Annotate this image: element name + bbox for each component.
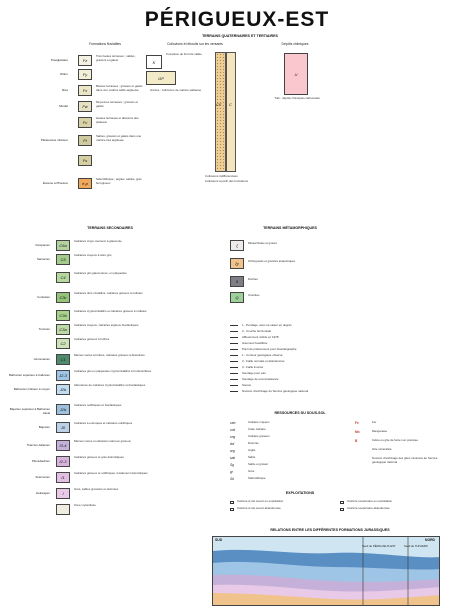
section-ressources: RESSOURCES DU SOUS-SOL	[274, 411, 326, 415]
legend-age: Bathonien inférieur à moyen	[13, 387, 50, 391]
resource-code: arg	[230, 449, 235, 453]
symbol-text: Sondage de reconnaissance	[242, 376, 279, 381]
legend-box	[78, 155, 92, 166]
legend-text: Calcaires gris en plaquettes cryptocristallins à Foraminifères	[74, 369, 152, 373]
legend-code: ξγ	[235, 261, 239, 266]
symbol-text: Sondage pour eau	[242, 370, 266, 375]
colluvion-band-c	[226, 52, 236, 172]
legend-age: Pléistocène inférieur	[40, 138, 68, 142]
legend-age: Bathonien supérieur à Callovien	[9, 373, 50, 377]
legend-text: Calcaires cryptocristallins et calcaires gréseux à rudistes	[74, 309, 147, 313]
colluvion-band-cf	[215, 52, 226, 172]
legend-box	[56, 354, 70, 365]
legend-code: J2b	[59, 387, 67, 392]
legend-code: Fs	[82, 158, 88, 163]
legend-code: Fx	[82, 88, 88, 93]
legend-age: Würm	[60, 72, 68, 76]
legend-box	[56, 456, 70, 467]
resource-text: Gîte minéralisé	[372, 447, 392, 451]
legend-code: C3c	[59, 295, 67, 300]
legend-age: Sinémurien	[35, 475, 50, 479]
legend-code: ξ	[236, 243, 238, 248]
legend-box-u	[284, 53, 308, 95]
section-exploitations: EXPLOITATIONS	[285, 491, 315, 495]
resource-code: Mn	[355, 430, 360, 434]
resource-code: dol	[230, 442, 235, 446]
resource-text: Fer	[372, 420, 377, 424]
legend-box	[230, 240, 244, 251]
resource-code: cral	[230, 428, 236, 432]
resource-text: Dolomie	[248, 441, 259, 445]
heading-colluvions: Colluvions et éboulis sur les versants	[167, 42, 223, 46]
legend-text: Hautes terrasses et alluvions des plateaux	[96, 116, 139, 124]
resource-code: sab	[230, 456, 236, 460]
legend-box	[56, 254, 70, 265]
symbol-mark	[230, 367, 238, 368]
symbol-mark	[230, 331, 238, 332]
legend-box	[78, 55, 92, 66]
legend-age: Coniacien	[37, 295, 50, 299]
legend-text: Cinérites	[248, 293, 260, 297]
resource-code: Sd	[230, 477, 234, 481]
legend-text: Calcaires gris glauconieux, en plaquettes	[74, 271, 127, 275]
legend-code: C	[229, 102, 232, 107]
legend-box	[56, 338, 70, 349]
symbol-text: Gisement fossilifère	[242, 340, 268, 345]
page-title: PÉRIGUEUX-EST	[144, 8, 330, 31]
legend-text: Orthogneiss et granites anatectiques	[248, 259, 296, 263]
legend-box	[78, 101, 92, 112]
legend-code: U	[294, 71, 298, 77]
cross-section-left: SUD	[215, 538, 223, 542]
heading-fluviatile: Formations fluviatiles	[89, 42, 121, 46]
resource-text: Calcaire gréseux	[248, 434, 270, 438]
legend-box-k	[146, 55, 162, 69]
legend-text: Calcaires durs cristallins, calcaires gréseux à rudistes	[74, 291, 143, 295]
legend-box	[56, 404, 70, 415]
legend-code: J0	[60, 425, 66, 430]
resource-text: Manganèse	[372, 429, 388, 433]
legend-text: Calcaires gréseux et oolithiques, localement dolomitiques	[74, 471, 148, 475]
legend-box	[56, 370, 70, 381]
resource-text: Argile	[248, 448, 256, 452]
legend-text: Alternance de calcaires cryptocristallins et bioclastiques	[74, 383, 146, 387]
symbol-text: 1 - Contour géologique observé	[242, 352, 283, 357]
legend-text: Grèzes : colluvions de matrice sableuse	[150, 88, 202, 92]
resource-text: Grès	[248, 469, 255, 473]
symbol-mark	[230, 337, 238, 338]
resource-code: B	[355, 439, 358, 443]
exploitation-text: Carrière à ciel ouvert abandonnée	[237, 506, 281, 510]
symbol-mark	[230, 379, 238, 380]
legend-box	[56, 422, 70, 433]
legend-text: Diorites	[248, 277, 258, 281]
legend-age: Riss	[62, 88, 68, 92]
legend-box	[56, 384, 70, 395]
legend-box	[230, 276, 244, 287]
symbol-text: 3 - Faille inverse	[242, 364, 264, 369]
symbol-mark	[230, 355, 238, 356]
legend-text: Calcaires gréseux et grès dolomitiques	[74, 455, 124, 459]
legend-code: J1b	[59, 407, 67, 412]
legend-code: C2	[60, 341, 66, 346]
legend-text: Basses terrasses ; graviers et galets dans une matrice sablo-argileuse	[96, 84, 143, 92]
symbol-text: 1 - Pendage, avec sa valeur en degrés	[242, 322, 292, 327]
legend-code: I3-4	[59, 443, 67, 448]
symbol-text: 2 - Faille normale et abandonnée	[242, 358, 285, 363]
exploitation-text: Carrière à ciel ouvert en exploitation	[237, 499, 284, 503]
symbol-text: Affleurement visible en 1978	[242, 334, 279, 339]
legend-text: Calcaires crayeux, calcaires argileux bioclastiques	[74, 323, 139, 327]
legend-age: Éocène à Pliocène	[42, 181, 68, 185]
legend-code: Fy	[82, 72, 88, 77]
legend-box	[56, 488, 70, 499]
section-quaternary: TERRAINS QUATERNAIRES ET TERTIAIRES	[202, 34, 278, 38]
exploitation-mark	[340, 501, 344, 504]
symbol-mark	[230, 325, 238, 326]
legend-code: C3b	[59, 313, 67, 318]
resource-code: Sg	[230, 463, 234, 467]
symbol-text: 2 - Couche horizontale	[242, 328, 272, 333]
legend-age: Toarcien-Aalénien	[26, 443, 50, 447]
legend-text: Complexe de fond de vallée	[166, 52, 202, 56]
legend-code: C4	[60, 275, 66, 280]
legend-text: Calcaires oolithiques et bioclastiques	[74, 403, 122, 407]
legend-code: I	[62, 491, 64, 496]
legend-box	[78, 178, 92, 189]
heading-chimiques: Dépôts chimiques	[281, 42, 309, 46]
legend-text: Calcaires gréseux à huîtres	[74, 337, 110, 341]
legend-age: Bajocien supérieur à Bathonien basal	[9, 407, 50, 415]
legend-age: Hettangien	[36, 491, 50, 495]
legend-code: Fv	[82, 120, 88, 125]
legend-text: Calcaires à entroques et calcaires oolithiques	[74, 421, 133, 425]
resource-code: Fe	[355, 421, 359, 425]
resource-code: cng	[230, 435, 236, 439]
legend-text: Calcaires crayeux à silex gris	[74, 253, 112, 257]
legend-code: Fz	[82, 58, 88, 63]
resource-text: Sidérolithique	[248, 476, 266, 480]
resource-text: Sable et gravier	[248, 462, 269, 466]
legend-code: δ	[235, 279, 239, 284]
resource-code: calc	[230, 421, 236, 425]
section-metamorphiques: TERRAINS MÉTAMORPHIQUES	[263, 226, 317, 230]
resource-text: Numéro d'archivage des gîtes minéraux au Service géologique national	[372, 456, 438, 464]
legend-box-gp	[146, 71, 176, 85]
legend-text: Marnes noires et calcaires marneux gréseux	[74, 439, 131, 443]
legend-box	[78, 135, 92, 146]
legend-box	[78, 117, 92, 128]
legend-box	[230, 292, 244, 303]
symbol-text: Numéro d'archivage du Service géologique national	[242, 388, 309, 393]
legend-text: Colluvions indifférenciées	[205, 174, 238, 178]
legend-code: C6a	[59, 243, 67, 248]
exploitation-mark	[340, 508, 344, 511]
symbol-mark	[230, 385, 238, 386]
exploitation-mark	[230, 501, 234, 504]
legend-age: Cénomanien	[33, 357, 50, 361]
section-relations: RELATIONS ENTRE LES DIFFÉRENTES FORMATIONS JURASSIQUES	[270, 528, 390, 532]
legend-code: Fw	[82, 104, 88, 109]
legend-age: Campanien	[35, 243, 50, 247]
resource-text: Craie calcaire	[248, 427, 266, 431]
legend-box	[56, 292, 70, 303]
legend-box	[78, 85, 92, 96]
symbol-mark	[230, 373, 238, 374]
symbol-mark	[230, 343, 238, 344]
legend-text: Colluvions à partir des formations	[205, 179, 248, 183]
symbol-mark	[230, 361, 238, 362]
exploitation-mark	[230, 508, 234, 511]
legend-box	[56, 240, 70, 251]
symbol-mark	[230, 391, 238, 392]
legend-text: Sidérolithique ; argiles, sables, grès ferrugineux	[96, 177, 142, 185]
legend-text: Tufs : dépôts chimiques carbonatés	[274, 96, 320, 100]
symbol-mark	[230, 349, 238, 350]
legend-box	[56, 324, 70, 335]
resource-code: gr	[230, 470, 233, 474]
resource-text: Calcaire crayeux	[248, 420, 270, 424]
legend-text: Grès, sables grossiers et dolomies	[74, 487, 119, 491]
exploitation-text: Carrière souterraine en exploitation	[347, 499, 393, 503]
legend-text: Marnes vertes à huîtres, calcaires gréseux à Alvéolines	[74, 353, 145, 357]
legend-code: GP	[158, 75, 164, 81]
legend-text: Sables, graviers et galets dans une matrice très argileuse	[96, 134, 142, 142]
legend-text: Calcaires crayo-marneux à glauconie	[74, 239, 122, 243]
resource-text: Indice ou gîte de fonte non précisée	[372, 438, 418, 442]
legend-age: Bajocien	[38, 425, 50, 429]
legend-text: Micaschistes et gneiss	[248, 241, 277, 245]
symbol-text: Source	[242, 382, 252, 387]
legend-age: Pliensbachien	[32, 459, 50, 463]
legend-age: Turonien	[38, 327, 50, 331]
legend-code: I1	[61, 475, 65, 480]
legend-text: Moyennes terrasses ; graviers et galets	[96, 100, 138, 108]
legend-code: C3a	[59, 327, 67, 332]
legend-code: K	[152, 59, 156, 65]
legend-box	[78, 69, 92, 80]
legend-code: C1	[60, 357, 66, 362]
symbol-text: Point de prélèvement pour biostratigraphie	[242, 346, 297, 351]
legend-age: Mindel	[59, 104, 68, 108]
legend-box	[56, 310, 70, 321]
legend-code: Q	[235, 295, 239, 300]
legend-code: I2-3	[59, 459, 67, 464]
legend-box	[230, 258, 244, 269]
legend-box	[56, 472, 70, 483]
legend-box	[56, 440, 70, 451]
legend-box	[56, 272, 70, 283]
legend-code: Ft	[83, 138, 87, 143]
exploitation-text: Carrière souterraine abandonnée	[347, 506, 390, 510]
legend-code: CF	[216, 102, 222, 107]
legend-text: Très hautes terrasses ; sables, graviers et galets	[96, 54, 136, 62]
legend-code: e-p	[82, 181, 88, 186]
legend-text: Zone mylonitisée	[74, 503, 96, 507]
cross-section-label: Seuil de PÉRIGUEUX-EST	[362, 544, 396, 548]
legend-box	[56, 504, 70, 515]
cross-section-label: Seuil de THIVIERS	[404, 544, 428, 548]
resource-text: Sable	[248, 455, 256, 459]
section-secondaires: TERRAINS SECONDAIRES	[87, 226, 133, 230]
legend-code: J2-3	[59, 373, 67, 378]
legend-age: Santonien	[36, 257, 50, 261]
cross-section-right: NORD	[425, 538, 435, 542]
legend-age: Postglaciaire	[50, 58, 68, 62]
legend-code: C5	[60, 257, 66, 262]
